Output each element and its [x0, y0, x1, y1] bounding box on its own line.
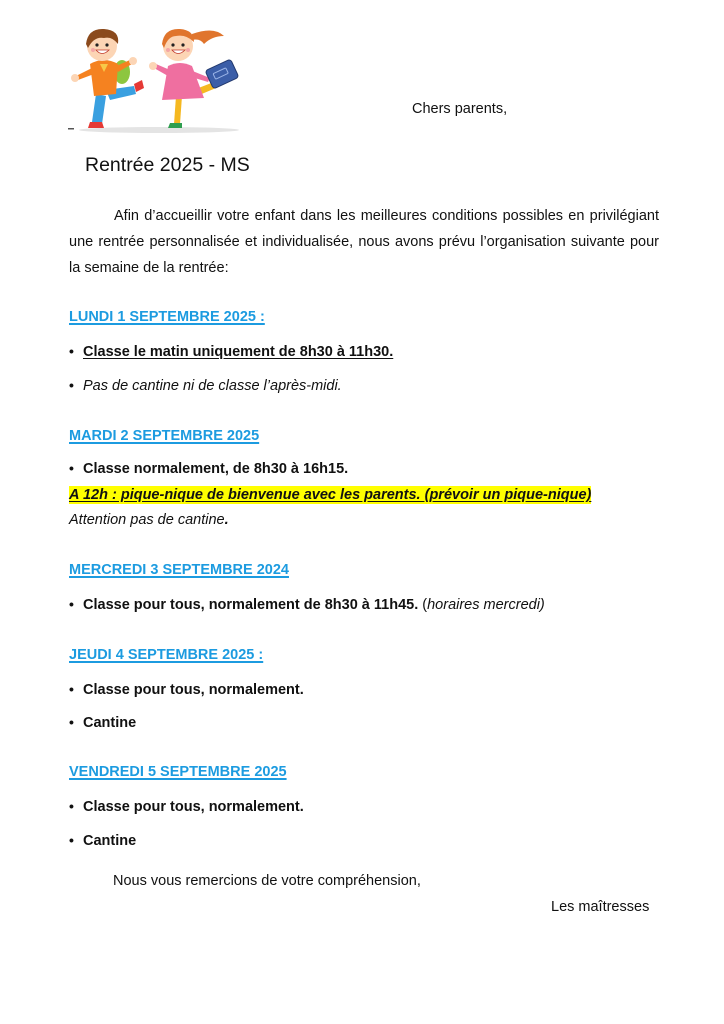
- closing-line: Nous vous remercions de votre compréhension,: [113, 873, 421, 889]
- list-item-text: Classe normalement, de 8h30 à 16h15.: [83, 461, 349, 477]
- list-item-suffix-open: (: [418, 597, 428, 613]
- list-item: [69, 798, 304, 815]
- bullet-icon: •: [69, 681, 74, 697]
- signature: Les maîtresses: [551, 899, 650, 915]
- list-item: [69, 596, 545, 613]
- list-item: [69, 681, 304, 698]
- boy-figure: [71, 29, 144, 128]
- children-illustration: [64, 24, 246, 136]
- bullet-icon: •: [69, 596, 74, 612]
- picnic-note: [69, 487, 591, 503]
- day-heading-wednesday: MERCREDI 3 SEPTEMBRE 2024: [69, 562, 289, 578]
- intro-paragraph: Afin d’accueillir votre enfant dans les meilleures conditions possibles en privilégiant une rentrée personnalisée et individualisée, nous avons prévu l’organisation suivante pour la semaine de la rentrée:: [69, 208, 659, 276]
- list-item-suffix: horaires mercredi): [427, 597, 545, 613]
- cantine-note-text: Attention pas de cantine: [69, 512, 225, 528]
- list-item-text: Classe pour tous, normalement de 8h30 à 11h45.: [83, 597, 419, 613]
- list-item-text: Pas de cantine ni de classe l’après-midi.: [83, 378, 342, 394]
- cantine-note-period: .: [224, 512, 229, 528]
- highlighted-note: A 12h : pique-nique de bienvenue avec les parents. (prévoir un pique-nique): [69, 487, 592, 503]
- bullet-icon: •: [69, 377, 74, 393]
- bullet-icon: •: [69, 798, 74, 814]
- list-item-text: Cantine: [83, 715, 137, 731]
- bullet-icon: •: [69, 343, 74, 359]
- list-item: [69, 343, 393, 360]
- children-running-icon: [64, 24, 246, 136]
- list-item: [69, 377, 342, 394]
- bullet-icon: •: [69, 832, 74, 848]
- list-item-text: Classe le matin uniquement de 8h30 à 11h30.: [83, 344, 394, 360]
- list-item: [69, 714, 136, 731]
- day-heading-monday: LUNDI 1 SEPTEMBRE 2025 :: [69, 309, 265, 325]
- list-item: [69, 460, 348, 477]
- day-heading-tuesday: MARDI 2 SEPTEMBRE 2025: [69, 428, 260, 444]
- girl-figure: [149, 29, 239, 128]
- greeting: Chers parents,: [412, 101, 508, 117]
- list-item: [69, 832, 136, 849]
- bullet-icon: •: [69, 460, 74, 476]
- list-item-text: Classe pour tous, normalement.: [83, 682, 304, 698]
- cantine-note: [69, 512, 229, 528]
- day-heading-thursday: JEUDI 4 SEPTEMBRE 2025 :: [69, 647, 264, 663]
- bullet-icon: •: [69, 714, 74, 730]
- list-item-text: Classe pour tous, normalement.: [83, 799, 304, 815]
- day-heading-friday: VENDREDI 5 SEPTEMBRE 2025: [69, 764, 287, 780]
- list-item-text: Cantine: [83, 833, 137, 849]
- letter-title: Rentrée 2025 - MS: [85, 154, 250, 176]
